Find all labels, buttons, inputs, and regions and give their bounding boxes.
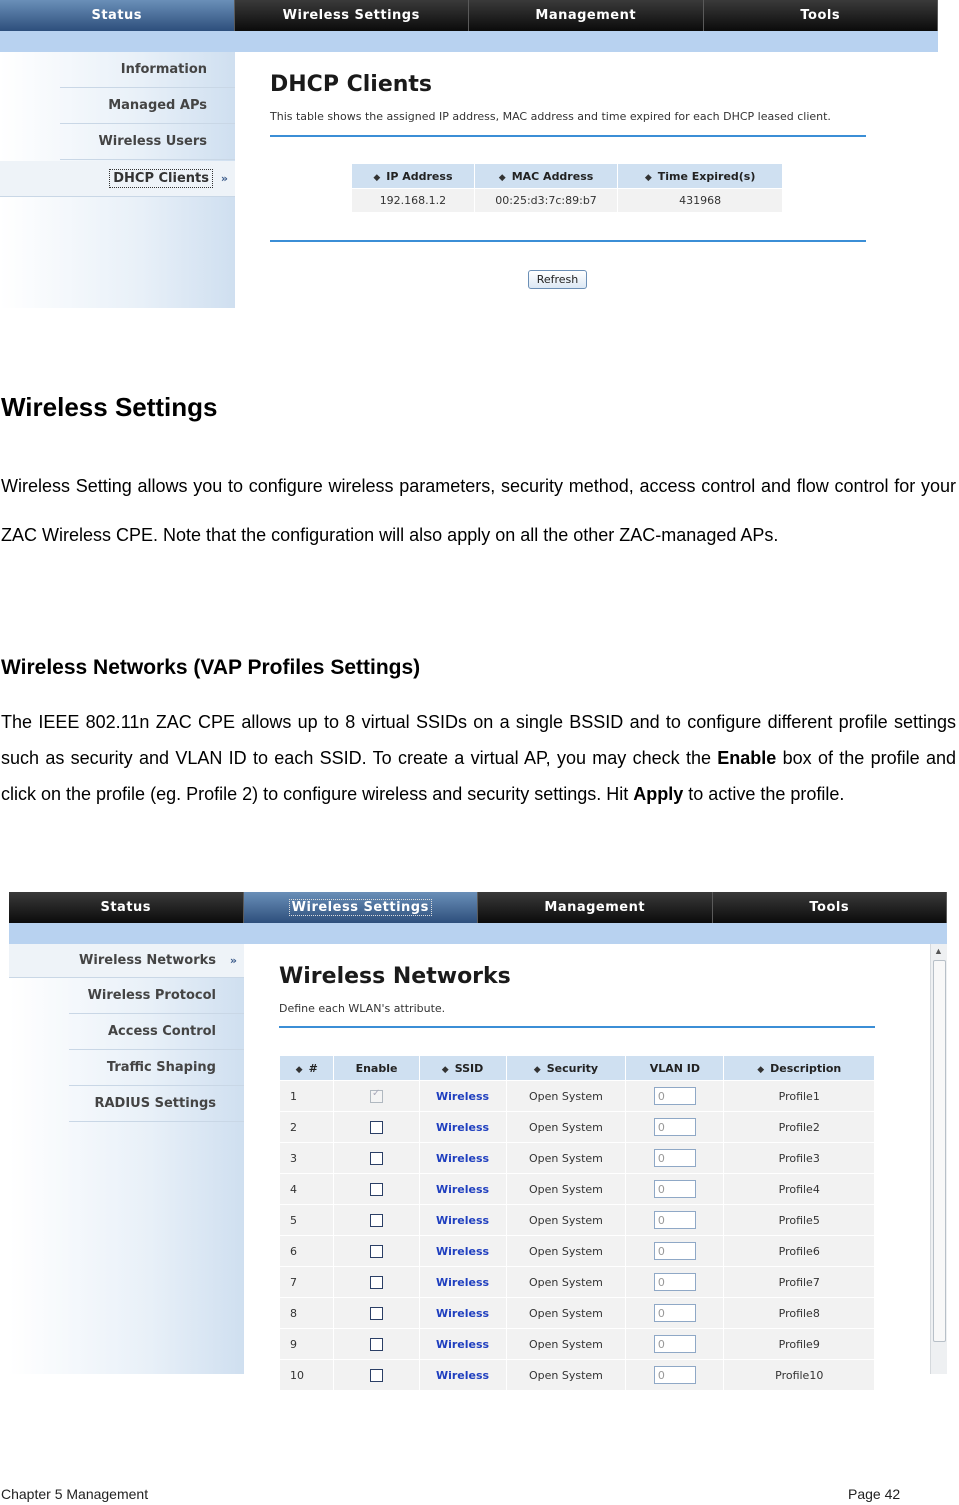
- enable-checkbox[interactable]: [370, 1369, 383, 1382]
- ssid-link[interactable]: Wireless: [419, 1360, 506, 1391]
- sidebar-item-label: DHCP Clients: [109, 169, 213, 188]
- ssid-link[interactable]: Wireless: [419, 1298, 506, 1329]
- cell-description: Profile3: [724, 1143, 875, 1174]
- cell-description: Profile1: [724, 1081, 875, 1112]
- wireless-networks-screenshot: [9, 892, 947, 1382]
- table-row: [280, 1360, 875, 1391]
- page-description: This table shows the assigned IP address, MAC address and time expired for each DHCP leased client.: [270, 110, 831, 123]
- cell-num: 3: [280, 1143, 334, 1174]
- vlan-id-input[interactable]: 0: [654, 1118, 696, 1136]
- vlan-id-input[interactable]: 0: [654, 1273, 696, 1291]
- sidebar-item-radius-settings[interactable]: [69, 1086, 244, 1122]
- sidebar-item-wireless-networks[interactable]: [9, 944, 244, 978]
- cell-vlan: [626, 1174, 724, 1205]
- vlan-id-input[interactable]: 0: [654, 1366, 696, 1384]
- tab-status[interactable]: Status: [0, 0, 235, 31]
- cell-description: Profile7: [724, 1267, 875, 1298]
- sort-icon: ◆: [498, 172, 506, 183]
- tab-wireless-settings[interactable]: Wireless Settings: [244, 892, 479, 923]
- cell-vlan: [626, 1205, 724, 1236]
- sidebar-item-label: Wireless Users: [98, 134, 207, 149]
- double-chevron-right-icon: »: [229, 954, 237, 967]
- cell-mac: 00:25:d3:7c:89:b7: [474, 189, 617, 213]
- cell-description: Profile2: [724, 1112, 875, 1143]
- cell-time: 431968: [618, 189, 783, 213]
- cell-enable: [334, 1081, 419, 1112]
- section-heading: Wireless Settings: [1, 392, 218, 422]
- cell-num: 9: [280, 1329, 334, 1360]
- tab-wireless-settings[interactable]: Wireless Settings: [235, 0, 470, 31]
- dhcp-clients-screenshot: [0, 0, 938, 308]
- sidebar-item-label: Wireless Networks: [79, 953, 216, 968]
- cell-num: 10: [280, 1360, 334, 1391]
- column-header-vlan: VLAN ID: [626, 1056, 724, 1081]
- tab-management[interactable]: Management: [469, 0, 704, 31]
- sidebar-item-wireless-users[interactable]: [60, 124, 235, 160]
- sidebar-item-wireless-protocol[interactable]: [69, 978, 244, 1014]
- sidebar-item-label: RADIUS Settings: [94, 1096, 216, 1111]
- cell-enable: [334, 1360, 419, 1391]
- sidebar-item-label: Managed APs: [108, 98, 207, 113]
- sidebar-item-access-control[interactable]: [69, 1014, 244, 1050]
- enable-checkbox[interactable]: [370, 1338, 383, 1351]
- column-header-mac[interactable]: ◆ MAC Address: [474, 164, 617, 189]
- cell-vlan: [626, 1143, 724, 1174]
- apply-term: Apply: [633, 784, 684, 804]
- sub-bar: [9, 923, 947, 944]
- dhcp-table: [351, 163, 783, 213]
- ssid-link[interactable]: Wireless: [419, 1143, 506, 1174]
- cell-enable: [334, 1267, 419, 1298]
- table-row: [280, 1236, 875, 1267]
- enable-checkbox[interactable]: [370, 1121, 383, 1134]
- column-header-security[interactable]: ◆ Security: [506, 1056, 626, 1081]
- cell-description: Profile6: [724, 1236, 875, 1267]
- sidebar-item-label: Access Control: [107, 1024, 216, 1039]
- sidebar-item-traffic-shaping[interactable]: [69, 1050, 244, 1086]
- sub-bar: [0, 31, 938, 52]
- cell-description: Profile8: [724, 1298, 875, 1329]
- enable-checkbox[interactable]: [370, 1152, 383, 1165]
- table-row: [280, 1329, 875, 1360]
- cell-num: 2: [280, 1112, 334, 1143]
- sort-icon: ◆: [441, 1064, 449, 1075]
- cell-vlan: [626, 1329, 724, 1360]
- cell-security: Open System: [506, 1143, 626, 1174]
- sidebar-item-label: Wireless Protocol: [87, 988, 216, 1003]
- column-header-ssid[interactable]: ◆ SSID: [419, 1056, 506, 1081]
- divider: [270, 240, 866, 242]
- scroll-up-icon[interactable]: ▲: [934, 946, 943, 956]
- column-header-ip[interactable]: ◆ IP Address: [352, 164, 475, 189]
- cell-security: Open System: [506, 1298, 626, 1329]
- enable-checkbox[interactable]: [370, 1245, 383, 1258]
- cell-num: 4: [280, 1174, 334, 1205]
- cell-security: Open System: [506, 1267, 626, 1298]
- ssid-link[interactable]: Wireless: [419, 1236, 506, 1267]
- column-header-enable: Enable: [334, 1056, 419, 1081]
- column-header-time[interactable]: ◆ Time Expired(s): [618, 164, 783, 189]
- tab-status[interactable]: Status: [9, 892, 244, 923]
- tab-management[interactable]: Management: [478, 892, 713, 923]
- vlan-id-input[interactable]: 0: [654, 1304, 696, 1322]
- enable-term: Enable: [717, 748, 777, 768]
- divider: [279, 1026, 875, 1028]
- cell-enable: [334, 1236, 419, 1267]
- scrollbar-thumb[interactable]: [933, 960, 946, 1342]
- cell-description: Profile4: [724, 1174, 875, 1205]
- cell-description: Profile5: [724, 1205, 875, 1236]
- sort-icon: ◆: [295, 1064, 303, 1075]
- enable-checkbox[interactable]: [370, 1214, 383, 1227]
- cell-description: Profile9: [724, 1329, 875, 1360]
- page-title: DHCP Clients: [270, 72, 433, 97]
- footer-page: Page 42: [848, 1486, 901, 1502]
- cell-security: Open System: [506, 1329, 626, 1360]
- enable-checkbox[interactable]: [370, 1307, 383, 1320]
- cell-enable: [334, 1329, 419, 1360]
- ssid-link[interactable]: Wireless: [419, 1205, 506, 1236]
- cell-num: 1: [280, 1081, 334, 1112]
- divider: [270, 135, 866, 137]
- cell-vlan: [626, 1298, 724, 1329]
- enable-checkbox[interactable]: [370, 1276, 383, 1289]
- cell-enable: [334, 1112, 419, 1143]
- table-row: [352, 189, 783, 213]
- cell-enable: [334, 1205, 419, 1236]
- cell-enable: [334, 1298, 419, 1329]
- vlan-id-input[interactable]: 0: [654, 1335, 696, 1353]
- table-row: [280, 1081, 875, 1112]
- subsection-paragraph: The IEEE 802.11n ZAC CPE allows up to 8 virtual SSIDs on a single BSSID and to configure different profile settings such as security and VLAN ID to each SSID. To create a virtual AP, you may check the Enable box of the profile and click on the profile (eg. Profile 2) to configure wireless and security settings. Hit Apply to active the profile.: [1, 712, 957, 804]
- table-row: [280, 1174, 875, 1205]
- cell-security: Open System: [506, 1112, 626, 1143]
- main-content: [236, 52, 938, 308]
- wireless-networks-table: [279, 1055, 875, 1391]
- main-content: [245, 944, 931, 1382]
- sort-icon: ◆: [644, 172, 652, 183]
- table-row: [280, 1143, 875, 1174]
- cell-num: 8: [280, 1298, 334, 1329]
- cell-security: Open System: [506, 1236, 626, 1267]
- ssid-link[interactable]: Wireless: [419, 1329, 506, 1360]
- table-row: [280, 1298, 875, 1329]
- table-row: [280, 1267, 875, 1298]
- cell-security: Open System: [506, 1205, 626, 1236]
- vlan-id-input[interactable]: 0: [654, 1149, 696, 1167]
- sort-icon: ◆: [757, 1064, 765, 1075]
- cell-num: 7: [280, 1267, 334, 1298]
- page-description: Define each WLAN's attribute.: [279, 1002, 446, 1015]
- enable-checkbox[interactable]: [370, 1183, 383, 1196]
- vlan-id-input[interactable]: 0: [654, 1087, 696, 1105]
- enable-checkbox: [370, 1090, 383, 1103]
- sidebar-item-label: Traffic Shaping: [106, 1060, 216, 1075]
- double-chevron-right-icon: »: [220, 172, 228, 185]
- cell-security: Open System: [506, 1081, 626, 1112]
- ssid-link[interactable]: Wireless: [419, 1081, 506, 1112]
- sidebar-item-managed-aps[interactable]: [60, 88, 235, 124]
- cell-vlan: [626, 1081, 724, 1112]
- sidebar-item-label: Information: [120, 62, 207, 77]
- table-row: [280, 1112, 875, 1143]
- cell-security: Open System: [506, 1174, 626, 1205]
- cell-description: Profile10: [724, 1360, 875, 1391]
- cell-vlan: [626, 1267, 724, 1298]
- top-nav: [0, 0, 938, 31]
- tab-tools[interactable]: Tools: [713, 892, 948, 923]
- cell-ip: 192.168.1.2: [352, 189, 475, 213]
- column-header-num[interactable]: ◆ #: [280, 1056, 334, 1081]
- tab-tools[interactable]: Tools: [704, 0, 939, 31]
- section-paragraph: Wireless Setting allows you to configure wireless parameters, security method, access control and flow control for your ZAC Wireless CPE. Note that the configuration will also apply on all the other ZAC-managed APs.: [1, 476, 956, 545]
- sidebar-item-dhcp-clients[interactable]: [0, 161, 235, 197]
- sort-icon: ◆: [373, 172, 381, 183]
- footer-chapter: Chapter 5 Management: [1, 1486, 149, 1502]
- sidebar: [9, 944, 244, 1374]
- cell-vlan: [626, 1236, 724, 1267]
- vertical-scrollbar[interactable]: [930, 944, 947, 1374]
- page-title: Wireless Networks: [279, 964, 511, 989]
- cell-num: 6: [280, 1236, 334, 1267]
- sidebar-item-information[interactable]: [60, 52, 235, 88]
- cell-vlan: [626, 1112, 724, 1143]
- vlan-id-input[interactable]: 0: [654, 1242, 696, 1260]
- column-header-description[interactable]: ◆ Description: [724, 1056, 875, 1081]
- ssid-link[interactable]: Wireless: [419, 1267, 506, 1298]
- refresh-button[interactable]: Refresh: [528, 270, 587, 289]
- subsection-heading: Wireless Networks (VAP Profiles Settings): [1, 656, 421, 679]
- cell-vlan: [626, 1360, 724, 1391]
- cell-enable: [334, 1174, 419, 1205]
- ssid-link[interactable]: Wireless: [419, 1112, 506, 1143]
- sort-icon: ◆: [533, 1064, 541, 1075]
- top-nav: [9, 892, 947, 923]
- cell-num: 5: [280, 1205, 334, 1236]
- vlan-id-input[interactable]: 0: [654, 1211, 696, 1229]
- vlan-id-input[interactable]: 0: [654, 1180, 696, 1198]
- sidebar: [0, 52, 235, 308]
- cell-security: Open System: [506, 1360, 626, 1391]
- ssid-link[interactable]: Wireless: [419, 1174, 506, 1205]
- table-row: [280, 1205, 875, 1236]
- cell-enable: [334, 1143, 419, 1174]
